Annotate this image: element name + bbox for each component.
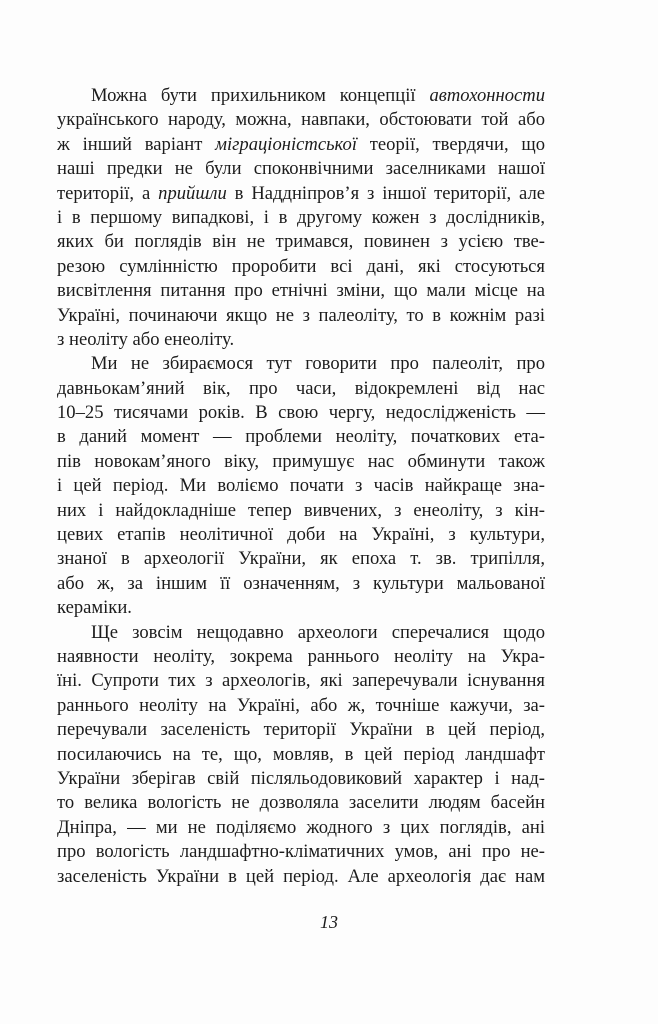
paragraph	[57, 352, 545, 620]
paragraph	[57, 621, 545, 889]
text-line	[57, 645, 545, 669]
page-number: 13	[320, 912, 338, 932]
text-segment: наші предки не були споконвічними заселниками нашої	[57, 158, 545, 180]
text-segment: або ж, за іншим її означенням, з культури мальованої	[57, 572, 545, 594]
text-segment: посилаючись на те, що, мовляв, в цей період ландшафт	[57, 743, 545, 765]
text-segment: пів новокам’яного віку, примушує нас обминути також	[57, 450, 545, 472]
text-line	[57, 791, 545, 815]
text-line	[57, 279, 545, 303]
text-line	[57, 523, 545, 547]
text-segment: них і найдокладніше тепер вивчених, з енеоліту, з кін-	[57, 499, 545, 521]
text-line	[57, 401, 545, 425]
text-segment: давньокам’яний вік, про часи, відокремлені від нас	[57, 377, 545, 399]
text-line	[57, 84, 545, 108]
text-segment: ж інший варіант	[57, 133, 216, 155]
text-line	[57, 669, 545, 693]
text-line	[57, 840, 545, 864]
text-segment: українського народу, можна, навпаки, обстоювати той або	[57, 109, 545, 131]
text-line	[57, 157, 545, 181]
text-line	[57, 718, 545, 742]
text-line	[57, 816, 545, 840]
text-line	[57, 377, 545, 401]
text-segment: висвітлення питання про етнічні зміни, що мали місце на	[57, 280, 545, 302]
text-line	[57, 572, 545, 596]
italic-term: прийшли	[158, 182, 227, 204]
text-line	[57, 621, 545, 645]
text-segment: Дніпра, — ми не поділяємо жодного з цих поглядів, ані	[57, 816, 545, 838]
text-line	[57, 474, 545, 498]
text-line	[57, 328, 545, 352]
text-segment: перечували заселеність території України в цей період,	[57, 719, 545, 741]
text-segment: їні. Супроти тих з археологів, які заперечували існування	[57, 670, 545, 692]
body-text	[57, 84, 545, 889]
text-segment: наявности неоліту, зокрема раннього неоліту на Укра-	[57, 645, 545, 667]
text-line	[57, 108, 545, 132]
text-segment: Ще зовсім нещодавно археологи сперечалися щодо	[91, 621, 545, 643]
text-line	[57, 206, 545, 230]
italic-term: автохонности	[429, 85, 545, 106]
text-segment: Ми не збираємося тут говорити про палеоліт, про	[91, 353, 545, 375]
text-segment: про вологість ландшафтно-кліматичних умов, ані про не-	[57, 841, 545, 863]
text-segment: теорії, твердячи, що	[357, 133, 545, 155]
text-segment: Можна бути прихильником концепції	[91, 85, 430, 106]
text-line	[57, 255, 545, 279]
text-line	[57, 865, 545, 889]
text-line	[57, 767, 545, 791]
text-segment: заселеність України в цей період. Але археологія дає нам	[57, 865, 545, 887]
text-segment: України зберігав свій післяльодовиковий характер і над-	[57, 767, 545, 789]
text-line	[57, 425, 545, 449]
text-segment: і в першому випадкові, і в другому кожен з дослідників,	[57, 206, 545, 228]
text-segment: яких би поглядів він не тримався, повинен з усією тве-	[57, 231, 545, 253]
text-segment: раннього неоліту на Україні, або ж, точніше кажучи, за-	[57, 694, 545, 716]
text-segment: цевих етапів неолітичної доби на Україні, з культури,	[57, 524, 545, 546]
text-line	[57, 133, 545, 157]
text-line	[57, 304, 545, 328]
text-segment: в Наддніпров’я з іншої території, але	[226, 182, 545, 204]
text-segment: кераміки.	[57, 597, 132, 619]
text-segment: з неоліту або енеоліту.	[57, 328, 235, 350]
text-line	[57, 694, 545, 718]
text-line	[57, 352, 545, 376]
text-line	[57, 182, 545, 206]
text-line	[57, 547, 545, 571]
text-segment: в даний момент — проблеми неоліту, початкових ета-	[57, 426, 545, 448]
italic-term: міграціоністської	[215, 133, 358, 155]
text-line	[57, 499, 545, 523]
text-line	[57, 450, 545, 474]
text-segment: резою сумлінністю проробити всі дані, які стосуються	[57, 255, 545, 277]
text-segment: 10–25 тисячами років. В свою чергу, недослідженість —	[57, 402, 545, 424]
text-line	[57, 596, 545, 620]
text-line	[57, 230, 545, 254]
paragraph	[57, 84, 545, 352]
text-segment: знаної в археології України, як епоха т. зв. трипілля,	[57, 548, 545, 570]
text-segment: то велика вологість не дозволяла заселити людям басейн	[57, 792, 545, 814]
text-segment: території, а	[57, 182, 159, 204]
text-segment: і цей період. Ми воліємо почати з часів найкраще зна-	[57, 475, 545, 497]
text-segment: Україні, починаючи якщо не з палеоліту, то в кожнім разі	[57, 304, 545, 326]
text-line	[57, 743, 545, 767]
